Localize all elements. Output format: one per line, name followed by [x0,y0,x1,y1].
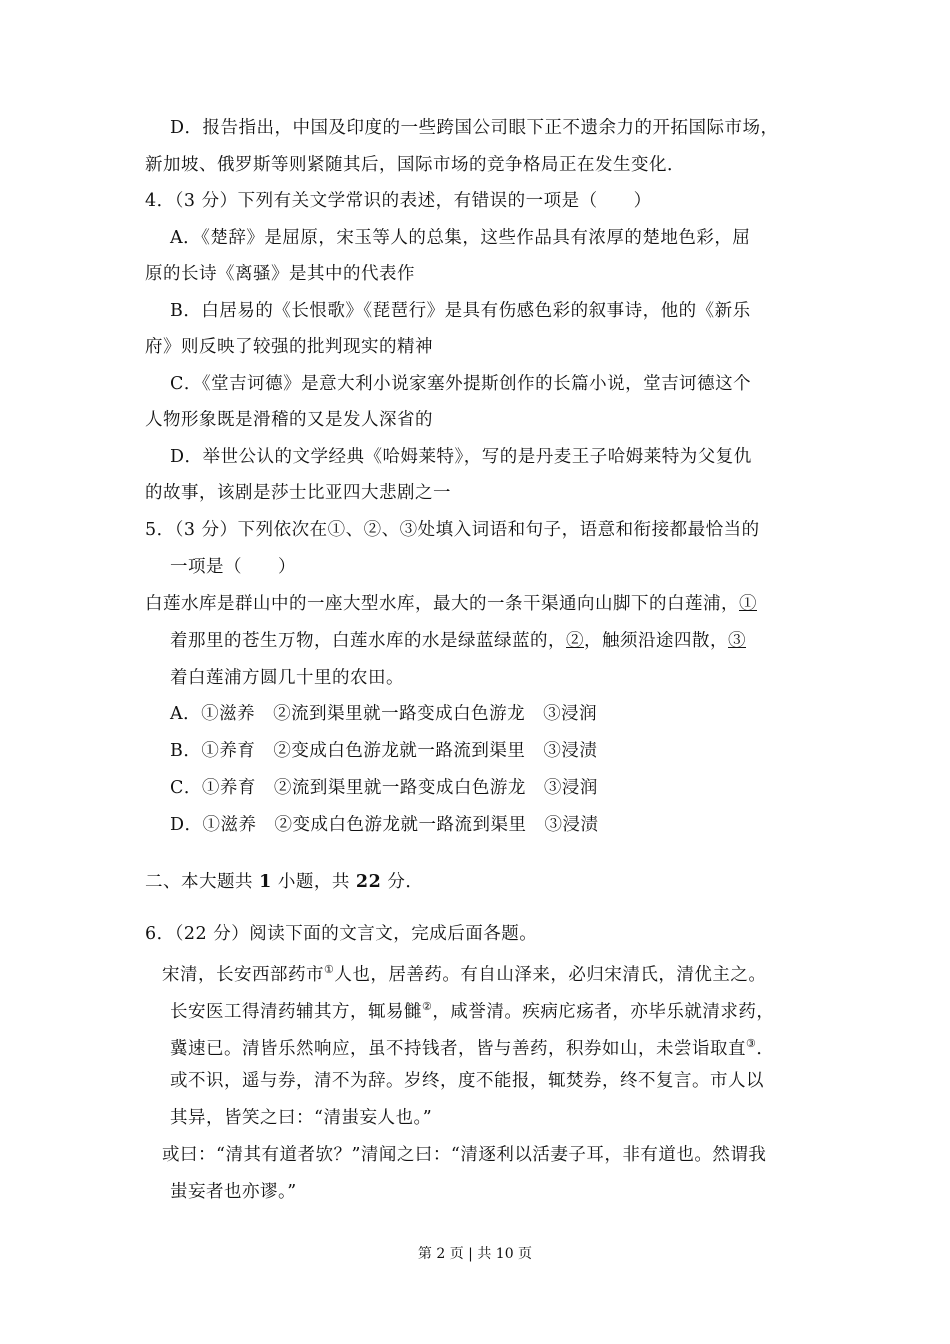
blank-marker: ① [739,594,757,614]
text-segment: C．《堂吉诃德》是意大利小说家塞外提斯创作的长篇小说，堂吉诃德这个 [170,374,752,394]
text-segment: 人也，居善药。有自山泽来，必归宋清氏，清优主之。 [334,964,767,985]
text-line [145,519,760,541]
footnote-marker: ③ [746,1037,757,1050]
text-segment: C．①养育 ②流到渠里就一路变成白色游龙 ③浸润 [170,778,598,798]
text-segment: 着白莲浦方圆几十里的农田。 [170,668,404,688]
text-line [145,482,451,504]
text-line [145,593,757,615]
text-segment: 二、本大题共 [145,872,260,892]
text-line [170,1181,297,1203]
text-line [162,1144,766,1166]
text-segment: B．白居易的《长恨歌》《琵琶行》是具有伤感色彩的叙事诗，他的《新乐 [170,301,751,321]
text-segment: 6．（22 分）阅读下面的文言文，完成后面各题。 [145,924,538,944]
text-segment: 小题，共 [271,872,356,892]
text-line [145,336,433,358]
text-segment: 着那里的苍生万物，白莲水库的水是绿蓝绿蓝的， [170,631,566,651]
text-line [170,446,752,468]
text-segment: 一项是（ ） [170,557,296,577]
text-segment: 22 [355,872,382,892]
text-segment: 蚩妄者也亦谬。” [170,1182,297,1202]
text-line [170,1107,432,1129]
text-line [145,871,423,893]
text-segment: B．①养育 ②变成白色游龙就一路流到渠里 ③浸渍 [170,741,598,761]
text-segment: 4．（3 分）下列有关文学常识的表述，有错误的一项是（ ） [145,191,652,211]
text-segment: 或不识，遥与券，清不为辞。岁终，度不能报，辄焚券，终不复言。市人以 [170,1071,764,1091]
text-line [170,556,296,578]
text-line [170,703,597,725]
text-line [170,117,779,139]
text-line [170,227,750,249]
text-segment: 5．（3 分）下列依次在①、②、③处填入词语和句子，语意和衔接都最恰当的 [145,520,760,540]
text-line [170,630,746,652]
text-line [145,263,415,285]
text-line [170,814,599,836]
text-segment: A．《楚辞》是屈原，宋玉等人的总集，这些作品具有浓厚的楚地色彩，屈 [170,228,751,248]
footnote-marker: ① [324,963,335,976]
text-segment: ，触须沿途四散， [584,631,728,651]
text-segment: 长安医工得清药辅其方，辄易雠 [170,1001,422,1022]
text-line [145,154,685,176]
blank-marker: ③ [728,631,746,651]
text-line [170,300,751,322]
text-segment: 冀速已。清皆乐然响应，虽不持钱者，皆与善药，积券如山，未尝诣取直 [170,1038,746,1059]
text-segment: 宋清，长安西部药市 [162,964,324,985]
text-segment: A．①滋养 ②流到渠里就一路变成白色游龙 ③浸润 [170,704,598,724]
text-segment: 人物形象既是滑稽的又是发人深省的 [145,410,433,430]
text-segment: ，咸誉清。疾病庀疡者，亦毕乐就清求药， [432,1001,775,1022]
text-line [145,190,652,212]
text-segment: 或曰：“清其有道者欤？”清闻之曰：“清逐利以活妻子耳，非有道也。然谓我 [162,1145,767,1165]
text-line [162,959,766,986]
text-line [170,373,751,395]
text-line [145,923,537,945]
text-line [170,1033,774,1060]
text-line [145,409,433,431]
text-segment: D．①滋养 ②变成白色游龙就一路流到渠里 ③浸渍 [170,815,599,835]
text-line [170,1070,764,1092]
text-segment: 原的长诗《离骚》是其中的代表作 [145,264,415,284]
text-segment: D．举世公认的文学经典《哈姆莱特》，写的是丹麦王子哈姆莱特为父复仇 [170,447,752,467]
text-segment: 的故事，该剧是莎士比亚四大悲剧之一 [145,483,451,503]
text-line [170,740,597,762]
text-segment: 白莲水库是群山中的一座大型水库，最大的一条干渠通向山脚下的白莲浦， [145,594,739,614]
text-segment: 其异，皆笑之曰：“清蚩妄人也。” [170,1108,433,1128]
text-segment: D．报告指出，中国及印度的一些跨国公司眼下正不遗余力的开拓国际市场， [170,118,779,138]
text-segment: 新加坡、俄罗斯等则紧随其后，国际市场的竞争格局正在发生变化． [145,155,685,175]
page-footer: 第 2 页 | 共 10 页 [417,1246,533,1262]
text-segment: 1 [259,872,272,892]
text-line [170,667,404,689]
footnote-marker: ② [422,1000,433,1013]
text-segment: 府》则反映了较强的批判现实的精神 [145,337,433,357]
text-line [170,996,774,1023]
text-segment: 分． [381,872,424,892]
text-line [170,777,598,799]
blank-marker: ② [566,631,584,651]
text-segment: ． [756,1038,775,1059]
